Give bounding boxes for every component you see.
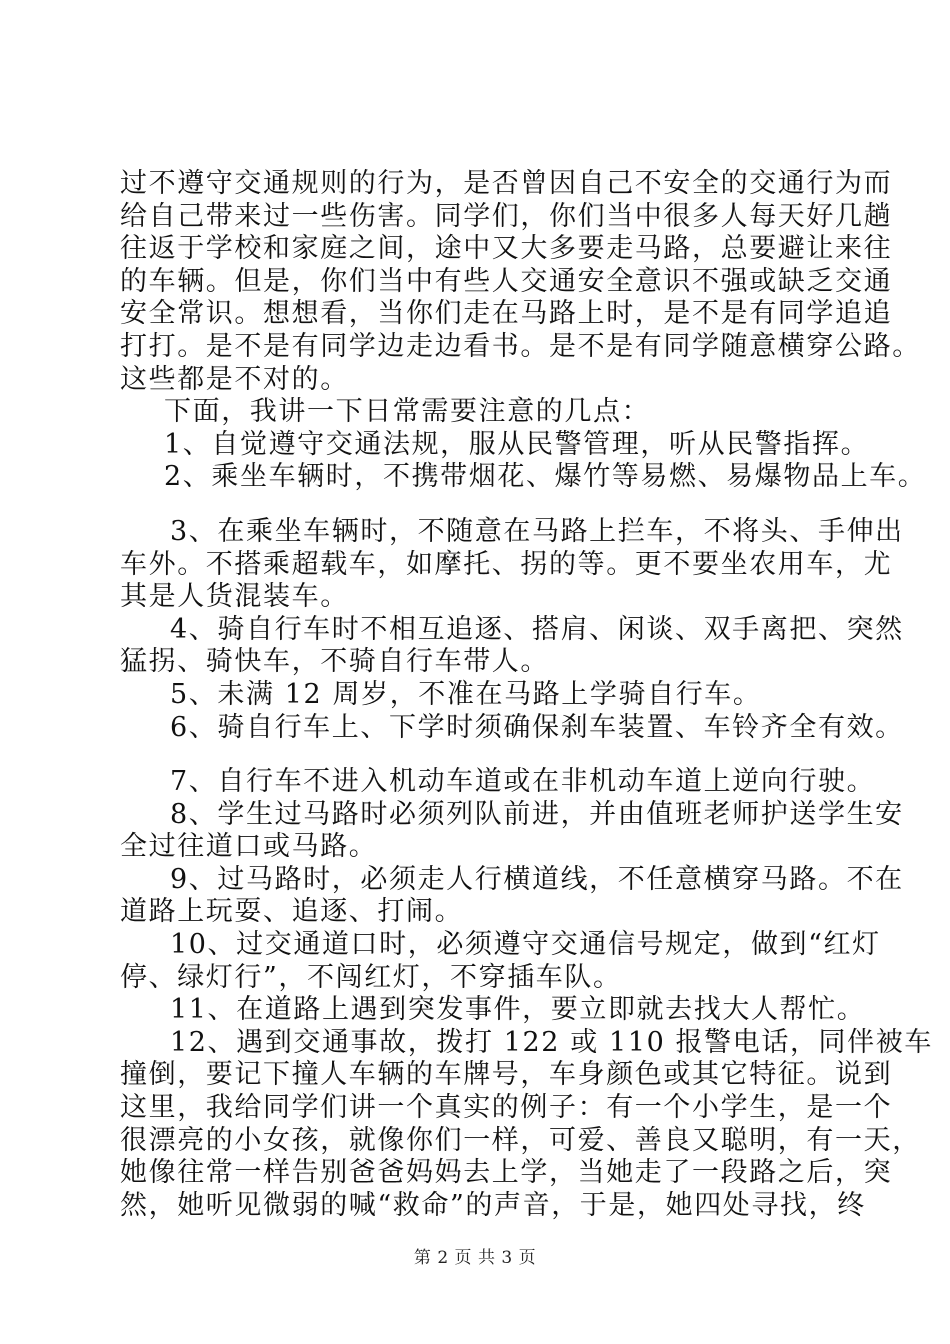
text-line: 道路上玩耍、追逐、打闹。 [120, 896, 464, 928]
text-line: 然，她听见微弱的喊“救命”的声音，于是，她四处寻找，终 [120, 1189, 866, 1221]
text-line: 这里，我给同学们讲一个真实的例子：有一个小学生，是一个 [120, 1092, 893, 1124]
list-item-10: 10、过交通道口时，必须遵守交通信号规定，做到“红灯 [170, 929, 881, 961]
list-item-8: 8、学生过马路时必须列队前进，并由值班老师护送学生安 [170, 798, 904, 830]
list-item-9: 9、过马路时，必须走人行横道线，不任意横穿马路。不在 [170, 863, 904, 895]
text-line: 撞倒，要记下撞人车辆的车牌号，车身颜色或其它特征。说到 [120, 1059, 893, 1091]
text-line: 这些都是不对的。 [120, 363, 349, 395]
text-line: 车外。不搭乘超载车，如摩托、拐的等。更不要坐农用车，尤 [120, 548, 893, 580]
text-line: 安全常识。想想看，当你们走在马路上时，是不是有同学追追 [120, 298, 893, 330]
text-line: 全过往道口或马路。 [120, 831, 378, 863]
list-item-6: 6、骑自行车上、下学时须确保刹车装置、车铃齐全有效。 [170, 711, 904, 743]
text-line: 下面，我讲一下日常需要注意的几点： [164, 396, 651, 428]
text-line: 的车辆。但是，你们当中有些人交通安全意识不强或缺乏交通 [120, 265, 893, 297]
list-item-2: 2、乘坐车辆时，不携带烟花、爆竹等易燃、易爆物品上车。 [164, 461, 927, 493]
list-item-7: 7、自行车不进入机动车道或在非机动车道上逆向行驶。 [170, 766, 876, 798]
list-item-4: 4、骑自行车时不相互追逐、搭肩、闲谈、双手离把、突然 [170, 613, 904, 645]
text-line: 猛拐、骑快车，不骑自行车带人。 [120, 646, 549, 678]
list-item-5: 5、未满 12 周岁，不准在马路上学骑自行车。 [170, 678, 762, 710]
paragraph-gap [120, 744, 850, 766]
list-item-11: 11、在道路上遇到突发事件，要立即就去找大人帮忙。 [170, 994, 866, 1026]
text-line: 给自己带来过一些伤害。同学们，你们当中很多人每天好几趟 [120, 200, 893, 232]
text-line: 停、绿灯行”，不闯红灯，不穿插车队。 [120, 961, 622, 993]
text-line: 打打。是不是有同学边走边看书。是不是有同学随意横穿公路。 [120, 330, 921, 362]
text-line: 往返于学校和家庭之间，途中又大多要走马路，总要避让来往 [120, 233, 893, 265]
text-line: 过不遵守交通规则的行为，是否曾因自己不安全的交通行为而 [120, 168, 893, 199]
text-line: 很漂亮的小女孩，就像你们一样，可爱、善良又聪明，有一天， [120, 1124, 921, 1156]
page-footer: 第 2 页 共 3 页 [413, 1248, 537, 1268]
list-item-1: 1、自觉遵守交通法规，服从民警管理，听从民警指挥。 [164, 428, 870, 460]
list-item-12: 12、遇到交通事故，拨打 122 或 110 报警电话，同伴被车 [170, 1026, 933, 1058]
document-body [120, 168, 933, 1222]
paragraph-gap [120, 494, 850, 516]
text-line: 其是人货混装车。 [120, 581, 349, 613]
text-line: 她像往常一样告别爸爸妈妈去上学，当她走了一段路之后，突 [120, 1157, 893, 1189]
list-item-3: 3、在乘坐车辆时，不随意在马路上拦车，不将头、手伸出 [170, 515, 904, 547]
